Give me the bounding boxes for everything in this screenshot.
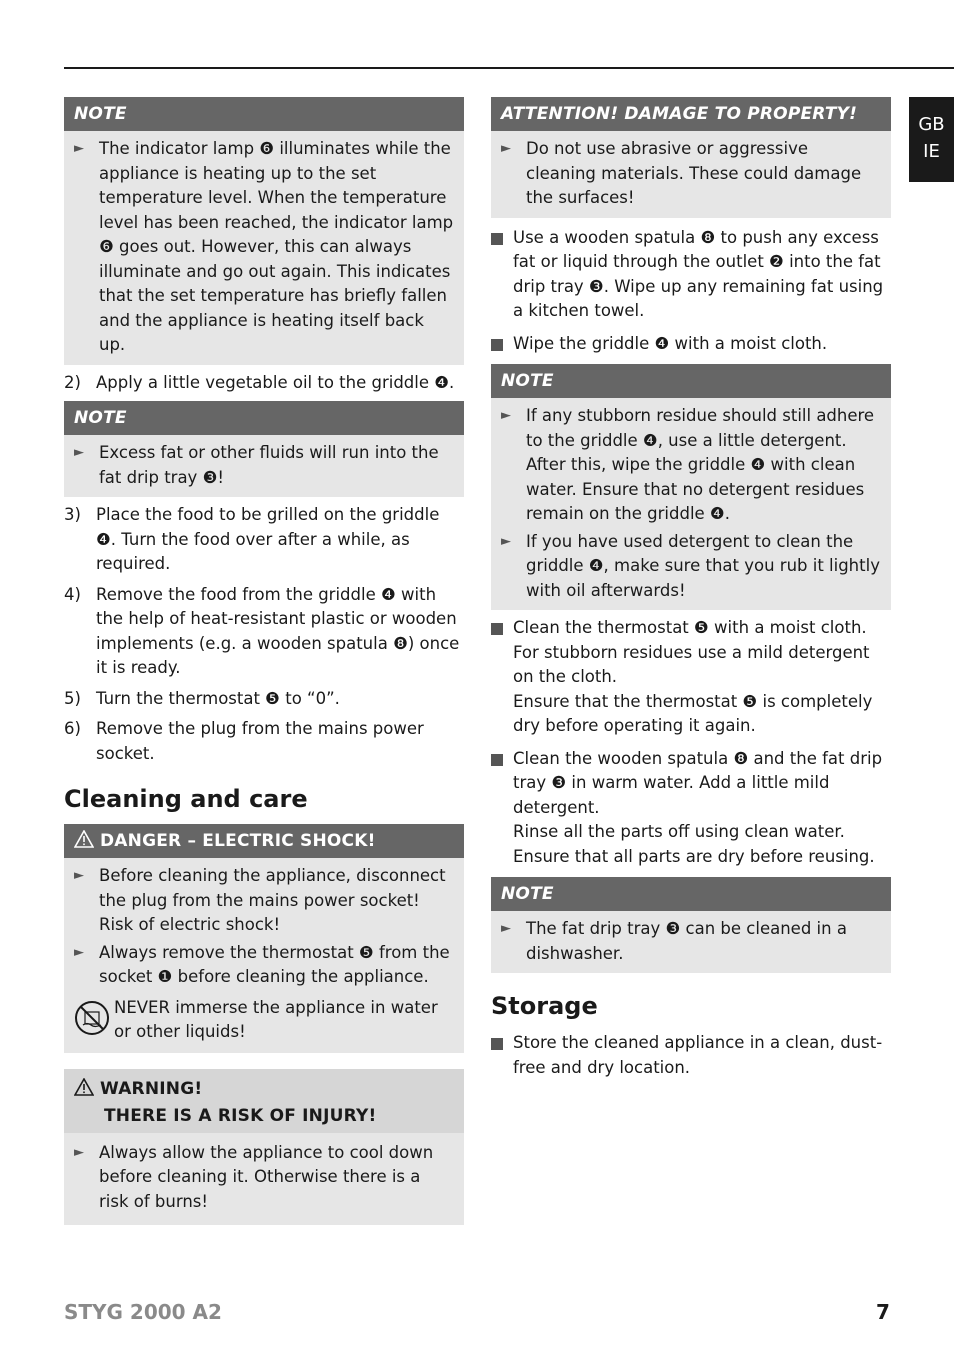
square-bullet-icon	[491, 623, 503, 635]
step-item	[64, 583, 464, 681]
arrow-icon: ►	[501, 141, 511, 156]
note-item: ► The fat drip tray ❸ can be cleaned in a dishwasher.	[501, 919, 847, 963]
note-item: ► If you have used detergent to clean the griddle ❹, make sure that you rub it lightly with oil afterwards!	[501, 531, 880, 600]
arrow-icon: ►	[501, 408, 511, 423]
square-bullet-icon	[491, 1038, 503, 1050]
step-number: 4)	[64, 584, 81, 604]
danger-title: DANGER – ELECTRIC SHOCK!	[100, 831, 376, 851]
warning-box	[64, 1069, 464, 1226]
square-bullet-icon	[491, 233, 503, 245]
bullet-item: Clean the thermostat ❺ with a moist cloth. For stubborn residues use a mild detergent on the cloth. Ensure that the thermostat ❺ is completely dry before operating it again.	[491, 616, 891, 739]
note-title: NOTE	[491, 877, 891, 911]
note-item: ► The indicator lamp ❻ illuminates while the appliance is heating up to the set temperature level. When the temperature level has been reached, the indicator lamp ❻ goes out. However, this can always illuminate and go out again. This indicates that the set temperature has briefly fallen and the appliance is heating itself back up.	[74, 139, 454, 354]
footer-model: STYG 2000 A2	[64, 1300, 222, 1324]
language-tab	[909, 97, 954, 182]
arrow-icon: ►	[74, 1144, 84, 1160]
note-box-dishwasher	[491, 877, 891, 973]
warning-subtitle: THERE IS A RISK OF INJURY!	[104, 1105, 377, 1126]
warning-header	[64, 1069, 464, 1133]
warning-title: WARNING!	[100, 1078, 203, 1099]
note-box-indicator	[64, 97, 464, 365]
note-item: ► Excess fat or other fluids will run into the fat drip tray ❸!	[74, 443, 439, 487]
step-text: Apply a little vegetable oil to the griddle ❹.	[96, 372, 455, 392]
arrow-icon: ►	[501, 921, 511, 936]
step-text: Turn the thermostat ❺ to “0”.	[96, 688, 340, 708]
arrow-icon: ►	[501, 533, 511, 549]
danger-header	[64, 824, 464, 858]
step-number: 2)	[64, 372, 81, 392]
section-heading-cleaning: Cleaning and care	[64, 785, 308, 813]
warning-triangle-icon	[74, 1078, 94, 1104]
warning-triangle-icon	[74, 826, 94, 860]
attention-box	[491, 97, 891, 218]
step-text: Remove the plug from the mains power socket.	[96, 719, 424, 763]
top-rule	[64, 67, 954, 69]
step-number: 6)	[64, 719, 81, 738]
note-box-fat	[64, 401, 464, 497]
page-number: 7	[876, 1300, 890, 1324]
danger-item: ► Always remove the thermostat ❺ from the socket ❶ before cleaning the appliance.	[74, 942, 450, 986]
language-code-gb: GB	[918, 114, 945, 135]
step-text: Place the food to be grilled on the griddle ❹. Turn the food over after a while, as required.	[96, 505, 440, 573]
step-item	[64, 503, 464, 577]
warning-item: ► Always allow the appliance to cool down before cleaning it. Otherwise there is a risk of burns!	[74, 1142, 434, 1211]
arrow-icon: ►	[74, 445, 84, 460]
square-bullet-icon	[491, 754, 503, 766]
left-column	[64, 97, 464, 1231]
danger-item: ► Before cleaning the appliance, disconnect the plug from the mains power socket! Risk of electric shock!	[74, 866, 446, 934]
bullet-item: Clean the wooden spatula ❽ and the fat drip tray ❸ in warm water. Add a little mild detergent. Rinse all the parts off using clean water. Ensure that all parts are dry before reusing.	[491, 747, 891, 870]
step-number: 5)	[64, 688, 81, 708]
bullet-item: Store the cleaned appliance in a clean, dust-free and dry location.	[491, 1031, 891, 1080]
immerse-text: NEVER immerse the appliance in water or other liquids!	[114, 997, 438, 1041]
step-item	[64, 371, 464, 396]
note-box-residue	[491, 364, 891, 610]
step-item	[64, 717, 464, 766]
bullet-item: Wipe the griddle ❹ with a moist cloth.	[491, 332, 891, 357]
attention-title: ATTENTION! DAMAGE TO PROPERTY!	[491, 97, 891, 131]
square-bullet-icon	[491, 339, 503, 351]
language-code-ie: IE	[923, 141, 940, 162]
step-item	[64, 687, 464, 712]
bullet-item: Use a wooden spatula ❽ to push any excess fat or liquid through the outlet ❷ into the fat drip tray ❸. Wipe up any remaining fat using a kitchen towel.	[491, 226, 891, 324]
note-item: ► If any stubborn residue should still adhere to the griddle ❹, use a little detergent. After this, wipe the griddle ❹ with clean water. Ensure that no detergent residues remain on the griddle ❹.	[501, 406, 875, 523]
note-title: NOTE	[491, 364, 891, 398]
arrow-icon: ►	[74, 868, 84, 883]
step-text: Remove the food from the griddle ❹ with the help of heat-resistant plastic or wooden implements (e.g. a wooden spatula ❽) once it is ready.	[96, 584, 460, 677]
immerse-warning	[74, 996, 454, 1045]
attention-item: ► Do not use abrasive or aggressive cleaning materials. These could damage the surfaces!	[501, 139, 862, 207]
danger-box	[64, 824, 464, 1053]
arrow-icon: ►	[74, 944, 84, 960]
section-heading-storage: Storage	[491, 992, 598, 1020]
no-immersion-icon	[74, 1000, 110, 1044]
arrow-icon: ►	[74, 141, 84, 156]
note-title: NOTE	[64, 401, 464, 435]
right-column	[491, 97, 891, 1088]
note-title: NOTE	[64, 97, 464, 131]
step-number: 3)	[64, 505, 81, 524]
